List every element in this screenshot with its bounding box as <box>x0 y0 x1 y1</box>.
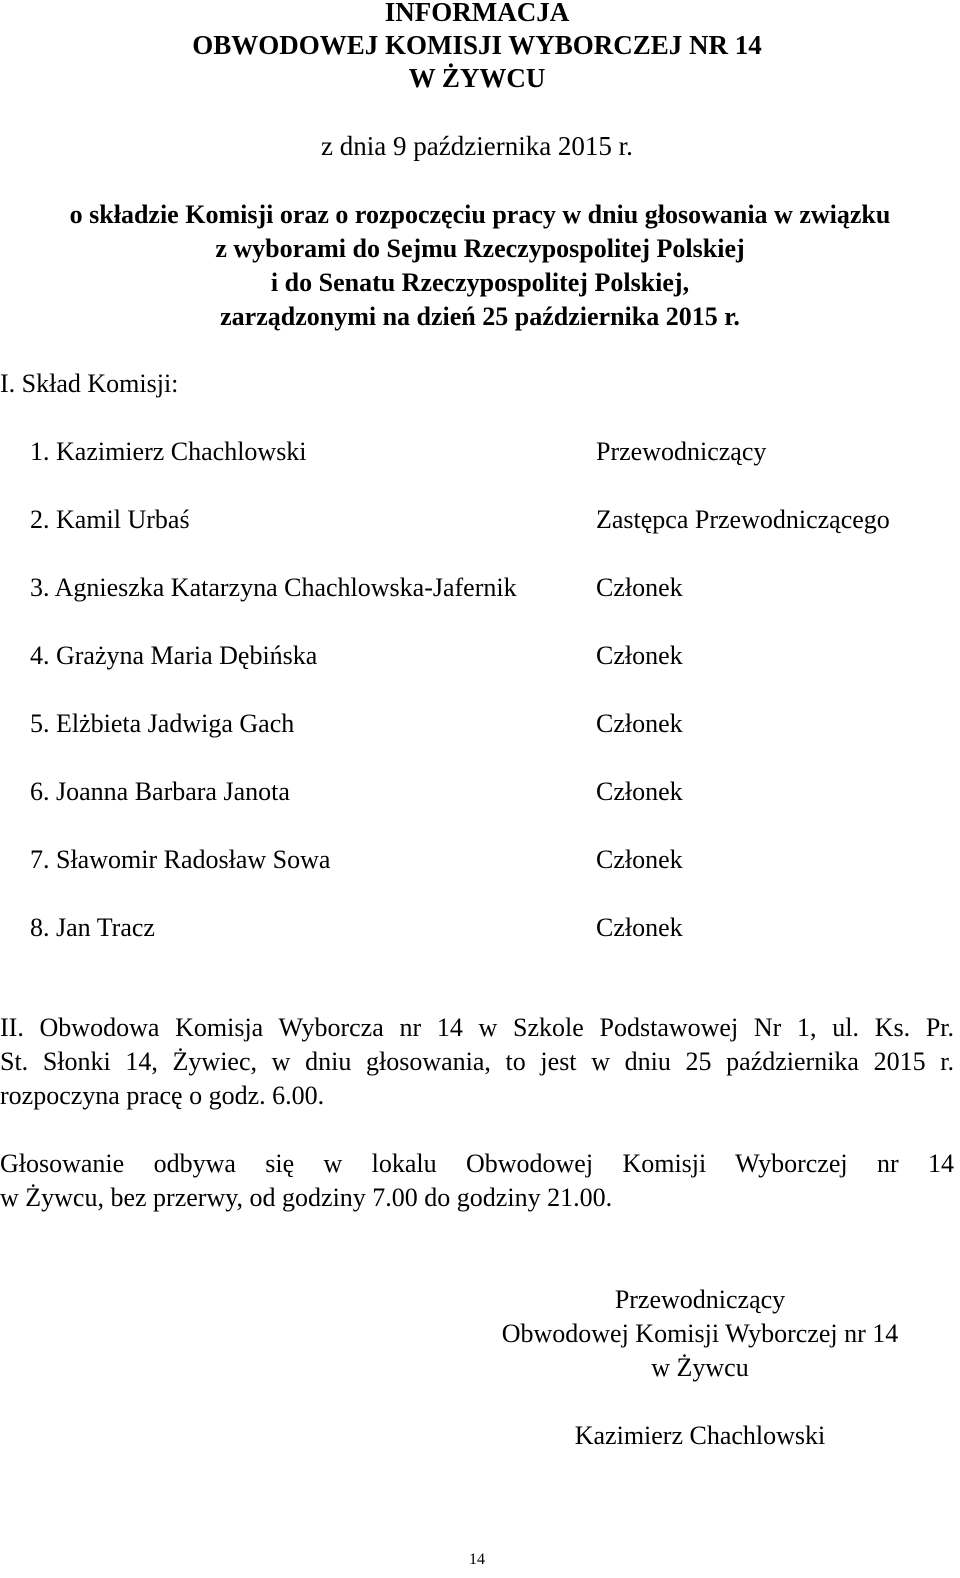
composition-heading: I. Skład Komisji: <box>0 369 179 398</box>
member-name: 3. Agnieszka Katarzyna Chachlowska-Jafernik <box>30 573 517 602</box>
member-role: Członek <box>596 709 683 738</box>
signatory-name: Kazimierz Chachlowski <box>574 1421 826 1450</box>
member-name: 7. Sławomir Radosław Sowa <box>30 845 331 874</box>
signature-committee: Obwodowej Komisji Wyborczej nr 14 <box>501 1319 899 1348</box>
paragraph-line: St. Słonki 14, Żywiec, w dniu głosowania, to jest w dniu 25 października 2015 r. <box>0 1047 954 1076</box>
signature-location: w Żywcu <box>651 1353 749 1382</box>
page-number: 14 <box>469 1551 485 1568</box>
member-name: 1. Kazimierz Chachlowski <box>30 437 307 466</box>
subject-line-3: i do Senatu Rzeczypospolitej Polskiej, <box>270 268 690 297</box>
member-name: 6. Joanna Barbara Janota <box>30 777 290 806</box>
committee-location: W ŻYWCU <box>408 63 546 93</box>
subject-line-2: z wyborami do Sejmu Rzeczypospolitej Polskiej <box>215 234 745 263</box>
document-title: INFORMACJA <box>384 0 570 27</box>
document-date: z dnia 9 października 2015 r. <box>321 131 633 161</box>
member-role: Członek <box>596 641 683 670</box>
member-name: 2. Kamil Urbaś <box>30 505 190 534</box>
paragraph-line: Głosowanie odbywa się w lokalu Obwodowej Komisji Wyborczej nr 14 <box>0 1149 954 1178</box>
member-role: Członek <box>596 845 683 874</box>
member-role: Zastępca Przewodniczącego <box>596 505 890 534</box>
signature-title: Przewodniczący <box>614 1285 786 1314</box>
paragraph-line: w Żywcu, bez przerwy, od godziny 7.00 do godziny 21.00. <box>0 1183 613 1212</box>
paragraph-line: II. Obwodowa Komisja Wyborcza nr 14 w Szkole Podstawowej Nr 1, ul. Ks. Pr. <box>0 1013 954 1042</box>
committee-name: OBWODOWEJ KOMISJI WYBORCZEJ NR 14 <box>192 30 762 60</box>
member-name: 4. Grażyna Maria Dębińska <box>30 641 318 670</box>
member-name: 8. Jan Tracz <box>30 913 155 942</box>
member-role: Członek <box>596 573 683 602</box>
member-role: Członek <box>596 777 683 806</box>
member-role: Przewodniczący <box>596 437 767 466</box>
subject-line-4: zarządzonymi na dzień 25 października 2015 r. <box>220 302 740 331</box>
member-role: Członek <box>596 913 683 942</box>
subject-line-1: o składzie Komisji oraz o rozpoczęciu pracy w dniu głosowania w związku <box>69 200 891 229</box>
member-name: 5. Elżbieta Jadwiga Gach <box>30 709 295 738</box>
paragraph-line: rozpoczyna pracę o godz. 6.00. <box>0 1081 325 1110</box>
